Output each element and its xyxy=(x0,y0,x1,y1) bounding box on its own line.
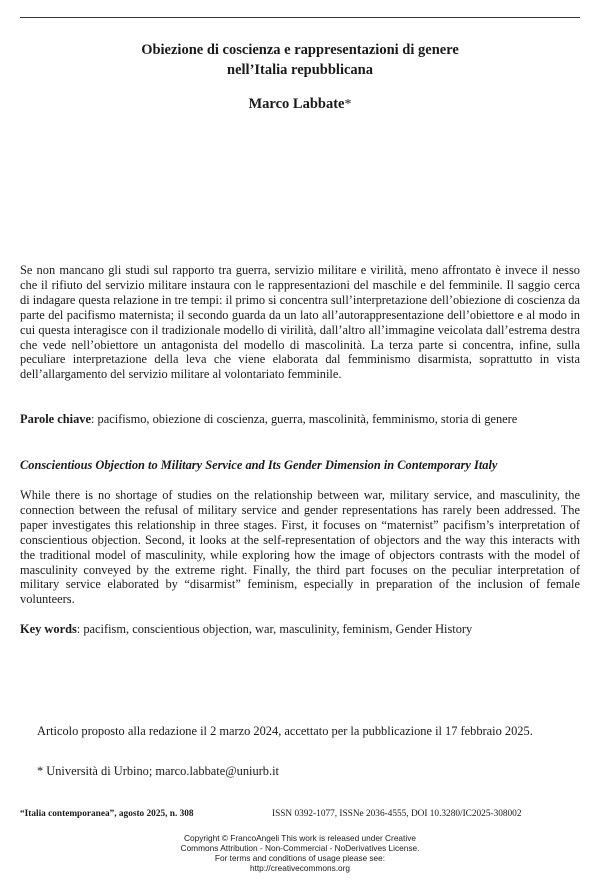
article-title-line-1: Obiezione di coscienza e rappresentazioni di genere xyxy=(141,42,459,58)
author-name: Marco Labbate xyxy=(248,96,345,112)
abstract-english: While there is no shortage of studies on the relationship between war, military service, and masculinity, the connection between the refusal of military service and gender representations has rarely been addressed. The paper investigates this relationship in three stages. First, it focuses on “maternist” pacifism’s interpretation of conscientious objection. Second, it looks at the self-representation of objectors and the way this interacts with the traditional model of masculinity, while exploring how the image of objectors contrasts with the model of masculinity conveyed by the extreme right. Finally, the third part focuses on the peculiar interpretation of military service elaborated by “disarmist” feminism, especially in preparation of the inclusion of female volunteers. xyxy=(20,488,580,607)
keywords-italian xyxy=(20,412,580,427)
copyright-line-1: Copyright © FrancoAngeli This work is released under Creative xyxy=(184,833,416,843)
submission-dates: Articolo proposto alla redazione il 2 marzo 2024, accettato per la pubblicazione il 17 febbraio 2025. xyxy=(37,724,533,738)
journal-citation: “Italia contemporanea”, agosto 2025, n. 308 xyxy=(20,809,194,819)
copyright-line-3: For terms and conditions of usage please see: xyxy=(214,853,386,863)
copyright-line-2: Commons Attribution - Non-Commercial - NoDerivatives License. xyxy=(180,843,420,853)
keywords-english-text: : pacifism, conscientious objection, war, masculinity, feminism, Gender History xyxy=(76,622,473,636)
copyright-notice xyxy=(100,833,500,873)
article-title-line-2: nell’Italia repubblicana xyxy=(227,62,373,78)
author-footnote-mark: * xyxy=(344,97,352,112)
article-title xyxy=(20,40,580,80)
abstract-italian: Se non mancano gli studi sul rapporto tra guerra, servizio militare e virilità, meno affrontato è invece il nesso che il rifiuto del servizio militare instaura con le rappresentazioni del maschile e del femminile. Il saggio cerca di indagare questa relazione in tre tempi: il primo si concentra sull’interpretazione dell’obiezione di coscienza da parte del pacifismo maternista; il secondo guarda da un lato all’autorappresentazione dell’obiettore e al modo in cui questa interagisce con il tradizionale modello di virilità, dall’altro all’immagine veicolata dall’estrema destra che vede nell’obiettore un antagonista del modello di mascolinità. La terza parte si concentra, infine, sulla peculiare interpretazione della leva che viene elaborata dal femminismo disarmista, soprattutto in vista dell’allargamento del servizio militare al volontariato femminile. xyxy=(20,263,580,382)
keywords-english-label: Key words xyxy=(20,622,77,636)
copyright-link[interactable]: http://creativecommons.org xyxy=(249,863,351,873)
keywords-italian-label: Parole chiave xyxy=(20,412,91,426)
issn-doi: ISSN 0392-1077, ISSNe 2036-4555, DOI 10.3280/IC2025-308002 xyxy=(272,809,522,819)
keywords-italian-text: : pacifismo, obiezione di coscienza, guerra, mascolinità, femminismo, storia di genere xyxy=(91,412,518,426)
english-title: Conscientious Objection to Military Service and Its Gender Dimension in Contemporary Italy xyxy=(20,458,498,472)
keywords-english xyxy=(20,622,580,637)
author-byline xyxy=(20,96,580,113)
top-rule xyxy=(20,17,580,18)
author-affiliation: * Università di Urbino; marco.labbate@uniurb.it xyxy=(37,764,279,778)
journal-footer xyxy=(20,809,580,819)
